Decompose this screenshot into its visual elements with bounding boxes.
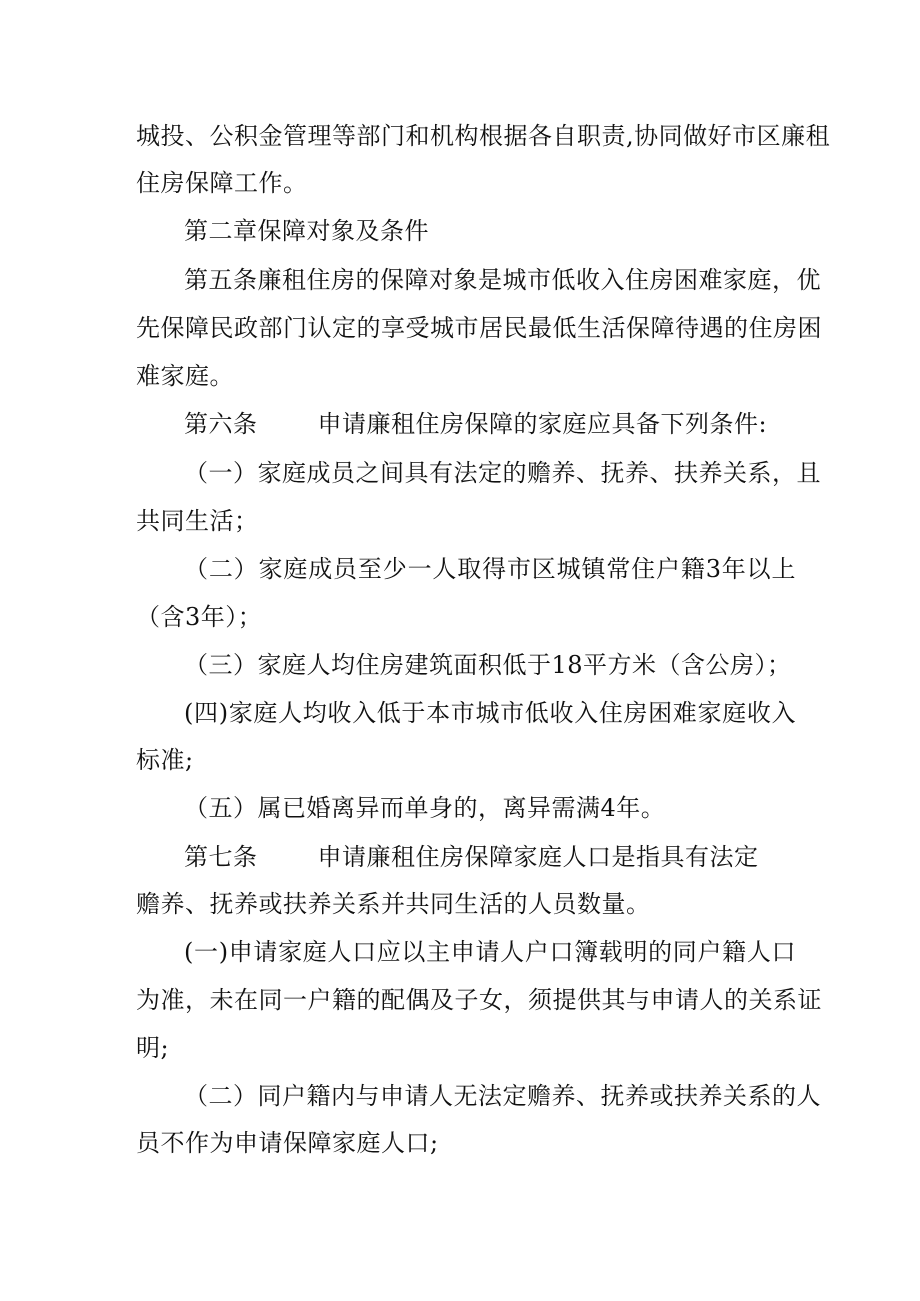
text-line: 员不作为申请保障家庭人口;	[136, 1129, 439, 1157]
text-line: （一）家庭成员之间具有法定的赡养、抚养、扶养关系，且	[184, 459, 821, 487]
article-number: 第七条	[184, 843, 258, 871]
text-line: 先保障民政部门认定的享受城市居民最低生活保障待遇的住房困	[136, 314, 822, 342]
text-line: 第五条廉租住房的保障对象是城市低收入住房困难家庭，优	[184, 266, 821, 294]
text-line: 城投、公积金管理等部门和机构根据各自职责,协同做好市区廉租	[136, 122, 831, 150]
text-line: （含3年）；	[136, 603, 263, 631]
text-line: （三）家庭人均住房建筑面积低于18平方米（含公房）；	[184, 651, 792, 679]
text-line: (四)家庭人均收入低于本市城市低收入住房困难家庭收入	[184, 699, 796, 727]
chapter-heading: 第二章保障对象及条件	[184, 217, 429, 245]
article-text: 申请廉租住房保障的家庭应具备下列条件:	[317, 410, 768, 438]
text-line: (一)申请家庭人口应以主申请人户口簿载明的同户籍人口	[184, 938, 796, 966]
article-number: 第六条	[184, 410, 258, 438]
text-line: 明;	[136, 1034, 170, 1062]
text-line: 标准;	[136, 746, 194, 774]
text-line: 共同生活；	[136, 507, 259, 535]
article-text: 申请廉租住房保障家庭人口是指具有法定	[317, 843, 759, 871]
text-line: （五）属已婚离异而单身的，离异需满4年。	[184, 794, 666, 822]
article-line	[184, 842, 844, 872]
text-line: 住房保障工作。	[136, 169, 308, 197]
text-line: （二）同户籍内与申请人无法定赡养、抚养或扶养关系的人	[184, 1082, 821, 1110]
text-line: （二）家庭成员至少一人取得市区城镇常住户籍3年以上	[184, 555, 796, 583]
text-line: 赡养、抚养或扶养关系并共同生活的人员数量。	[136, 890, 651, 918]
article-line	[184, 409, 844, 439]
text-line: 为准，未在同一户籍的配偶及子女，须提供其与申请人的关系证	[136, 986, 822, 1014]
text-line: 难家庭。	[136, 362, 234, 390]
